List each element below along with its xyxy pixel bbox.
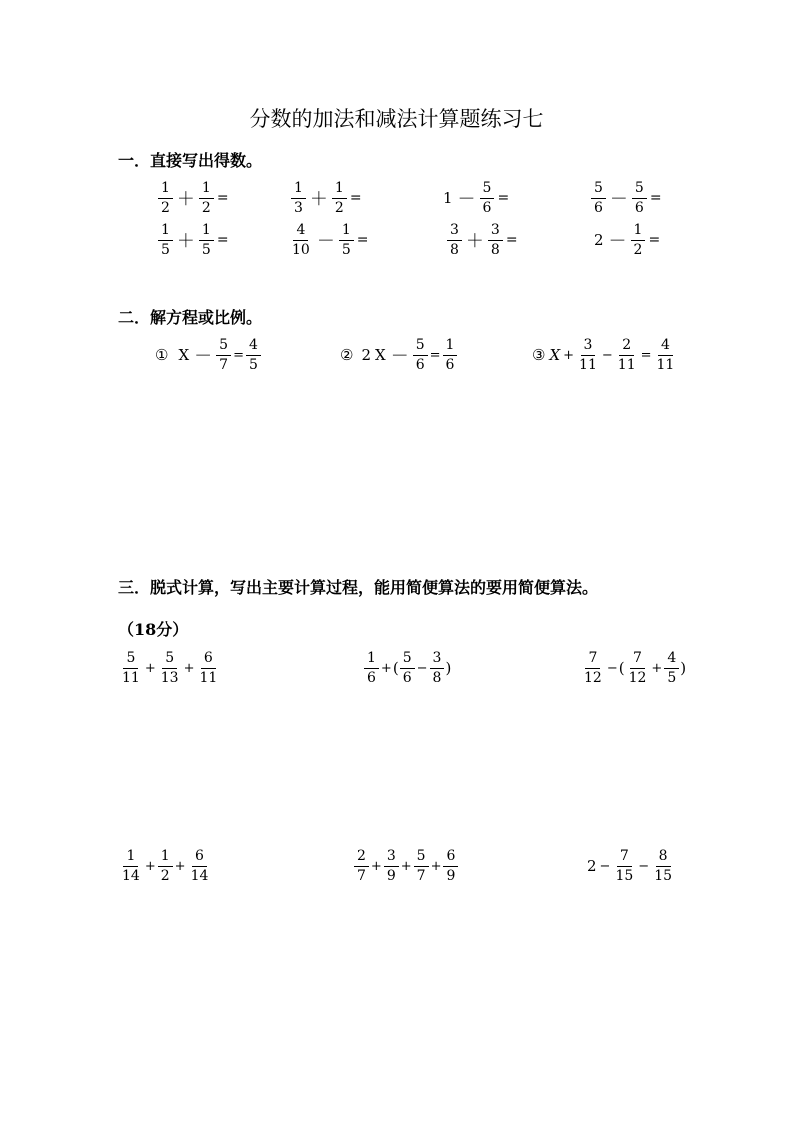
- fraction: [119, 650, 143, 687]
- numerator: 8: [656, 848, 671, 867]
- problem-1-6: [288, 222, 370, 259]
- parenthesis: (: [618, 659, 625, 678]
- calc-problem-1: [118, 650, 221, 687]
- variable: X: [178, 346, 190, 365]
- numerator: 5: [400, 650, 415, 669]
- operator: －: [390, 346, 409, 368]
- numerator: 7: [630, 650, 645, 669]
- numerator: 5: [216, 337, 231, 356]
- fraction: [615, 337, 639, 374]
- fraction: [430, 650, 445, 687]
- numerator: 5: [591, 180, 606, 199]
- numerator: 2: [354, 848, 369, 867]
- operator: ＋: [176, 189, 195, 211]
- fraction: [413, 337, 428, 374]
- variable: X: [549, 346, 561, 365]
- fraction: [289, 222, 313, 259]
- numerator: 1: [199, 180, 214, 199]
- denominator: 7: [357, 867, 366, 884]
- denominator: 6: [482, 199, 492, 216]
- fraction: [199, 222, 214, 259]
- denominator: 10: [292, 241, 310, 258]
- parenthesis: ): [445, 659, 452, 678]
- denominator: 14: [190, 867, 209, 884]
- operator: =: [429, 347, 441, 363]
- numerator: 3: [581, 337, 596, 356]
- numerator: 1: [123, 848, 138, 867]
- calc-problem-5: [353, 848, 459, 885]
- denominator: 5: [248, 356, 258, 373]
- numerator: 1: [158, 180, 173, 199]
- numerator: 5: [414, 848, 429, 867]
- fraction: [216, 337, 231, 374]
- parenthesis: (: [392, 659, 399, 678]
- numerator: 3: [447, 222, 462, 241]
- calc-problem-4: [118, 848, 212, 885]
- operator: +: [174, 858, 186, 874]
- numerator: 5: [632, 180, 647, 199]
- denominator: 5: [201, 241, 211, 258]
- numerator: 6: [192, 848, 207, 867]
- denominator: 11: [122, 669, 140, 686]
- operator: －: [194, 346, 213, 368]
- numerator: 1: [158, 222, 173, 241]
- numerator: 7: [585, 650, 600, 669]
- problem-1-8: [594, 222, 662, 259]
- operator: +: [144, 660, 156, 676]
- denominator: 5: [161, 241, 170, 258]
- numerator: 3: [384, 848, 399, 867]
- operator: −: [606, 660, 618, 676]
- section-1-heading: 一．直接写出得数。: [118, 151, 263, 170]
- numerator: 5: [480, 180, 495, 199]
- denominator: 15: [615, 867, 634, 884]
- denominator: 13: [160, 669, 179, 686]
- problem-1-7: [446, 222, 520, 259]
- equation-3: [532, 337, 678, 374]
- numerator: 1: [339, 222, 354, 241]
- fraction: [631, 222, 646, 259]
- denominator: 9: [386, 867, 396, 884]
- fraction: [626, 650, 650, 687]
- numerator: 1: [364, 650, 379, 669]
- denominator: 2: [161, 199, 170, 216]
- operator: +: [563, 347, 575, 363]
- operator: +: [144, 858, 156, 874]
- item-number: ③: [532, 346, 546, 365]
- numerator: 3: [488, 222, 503, 241]
- fraction: [158, 848, 173, 885]
- denominator: 5: [341, 241, 351, 258]
- problem-1-1: [157, 180, 231, 217]
- whole-number: 2: [587, 857, 597, 876]
- fraction: [246, 337, 261, 374]
- operator: −: [599, 858, 611, 874]
- item-number: ①: [155, 346, 169, 365]
- operator: +: [651, 660, 663, 676]
- section-2-heading: 二．解方程或比例。: [118, 308, 263, 327]
- operator: ＋: [309, 189, 328, 211]
- denominator: 8: [450, 241, 459, 258]
- fraction: [332, 180, 347, 217]
- denominator: 6: [402, 669, 412, 686]
- page-title: 分数的加法和减法计算题练习七: [249, 107, 544, 131]
- denominator: 11: [617, 356, 636, 373]
- numerator: 1: [158, 848, 173, 867]
- denominator: 3: [294, 199, 303, 216]
- fraction: [591, 180, 606, 217]
- denominator: 7: [219, 356, 229, 373]
- denominator: 12: [584, 669, 602, 686]
- fraction: [447, 222, 462, 259]
- denominator: 9: [446, 867, 456, 884]
- fraction: [354, 848, 369, 885]
- fraction: [414, 848, 429, 885]
- section-3-heading: 三．脱式计算，写出主要计算过程，能用简便算法的要用简便算法。: [118, 578, 599, 597]
- denominator: 2: [334, 199, 344, 216]
- fraction: [612, 848, 636, 885]
- equation-2: [340, 337, 458, 374]
- fraction: [199, 180, 214, 217]
- fraction: [443, 848, 458, 885]
- fraction: [384, 848, 399, 885]
- operator: −: [638, 858, 650, 874]
- fraction: [339, 222, 354, 259]
- denominator: 14: [122, 867, 140, 884]
- fraction: [576, 337, 600, 374]
- fraction: [158, 222, 173, 259]
- numerator: 6: [443, 848, 458, 867]
- whole-number: 2: [361, 346, 371, 365]
- numerator: 2: [619, 337, 634, 356]
- section-3-points: （18分）: [118, 620, 189, 639]
- denominator: 6: [634, 199, 644, 216]
- numerator: 5: [413, 337, 428, 356]
- numerator: 1: [199, 222, 214, 241]
- numerator: 7: [617, 848, 632, 867]
- numerator: 1: [291, 180, 306, 199]
- denominator: 11: [656, 356, 675, 373]
- operator: +: [370, 858, 382, 874]
- fraction: [664, 650, 679, 687]
- fraction: [158, 650, 182, 687]
- operator: =: [216, 190, 229, 207]
- problem-1-3: [443, 180, 511, 217]
- operator: =: [505, 232, 518, 249]
- operator: =: [216, 232, 229, 249]
- numerator: 4: [246, 337, 261, 356]
- fraction: [119, 848, 143, 885]
- fraction: [581, 650, 605, 687]
- calc-problem-2: [363, 650, 451, 687]
- denominator: 11: [579, 356, 597, 373]
- operator: −: [601, 347, 613, 363]
- denominator: 8: [490, 241, 500, 258]
- operator: －: [316, 231, 335, 253]
- denominator: 11: [199, 669, 218, 686]
- calc-problem-3: [580, 650, 686, 687]
- numerator: 1: [631, 222, 646, 241]
- denominator: 6: [367, 669, 376, 686]
- numerator: 5: [162, 650, 177, 669]
- variable: X: [375, 346, 386, 365]
- fraction: [196, 650, 220, 687]
- numerator: 1: [443, 337, 458, 356]
- operator: −: [416, 660, 428, 676]
- fraction: [651, 848, 675, 885]
- numerator: 5: [123, 650, 138, 669]
- operator: =: [640, 347, 652, 363]
- operator: ＋: [465, 231, 484, 253]
- operator: +: [430, 858, 442, 874]
- fraction: [364, 650, 379, 687]
- denominator: 12: [628, 669, 647, 686]
- operator: =: [349, 190, 362, 207]
- fraction: [488, 222, 503, 259]
- operator: +: [183, 660, 195, 676]
- fraction: [654, 337, 678, 374]
- numerator: 4: [658, 337, 673, 356]
- operator: －: [608, 231, 627, 253]
- fraction: [158, 180, 173, 217]
- problem-1-4: [590, 180, 664, 217]
- problem-1-5: [157, 222, 231, 259]
- operator: +: [380, 660, 392, 676]
- numerator: 6: [201, 650, 216, 669]
- operator: －: [457, 189, 476, 211]
- item-number: ②: [340, 346, 354, 365]
- fraction: [443, 337, 458, 374]
- denominator: 7: [416, 867, 426, 884]
- numerator: 4: [664, 650, 679, 669]
- operator: +: [400, 858, 412, 874]
- numerator: 3: [430, 650, 445, 669]
- operator: =: [649, 190, 662, 207]
- whole-number: 2: [594, 231, 604, 250]
- denominator: 6: [594, 199, 603, 216]
- operator: =: [648, 232, 661, 249]
- fraction: [632, 180, 647, 217]
- operator: ＋: [176, 231, 195, 253]
- problem-1-2: [290, 180, 364, 217]
- whole-number: 1: [443, 189, 453, 208]
- numerator: 4: [293, 222, 308, 241]
- denominator: 6: [415, 356, 425, 373]
- denominator: 5: [667, 669, 677, 686]
- fraction: [291, 180, 306, 217]
- operator: =: [233, 347, 244, 363]
- parenthesis: ): [680, 659, 687, 678]
- fraction: [188, 848, 212, 885]
- denominator: 8: [432, 669, 442, 686]
- denominator: 6: [445, 356, 455, 373]
- denominator: 2: [633, 241, 643, 258]
- numerator: 1: [332, 180, 347, 199]
- denominator: 2: [160, 867, 170, 884]
- operator: －: [609, 189, 628, 211]
- operator: =: [356, 232, 369, 249]
- calc-problem-6: [587, 848, 676, 885]
- equation-1: [155, 337, 262, 374]
- fraction: [400, 650, 415, 687]
- operator: =: [497, 190, 510, 207]
- fraction: [480, 180, 495, 217]
- denominator: 15: [654, 867, 673, 884]
- denominator: 2: [201, 199, 211, 216]
